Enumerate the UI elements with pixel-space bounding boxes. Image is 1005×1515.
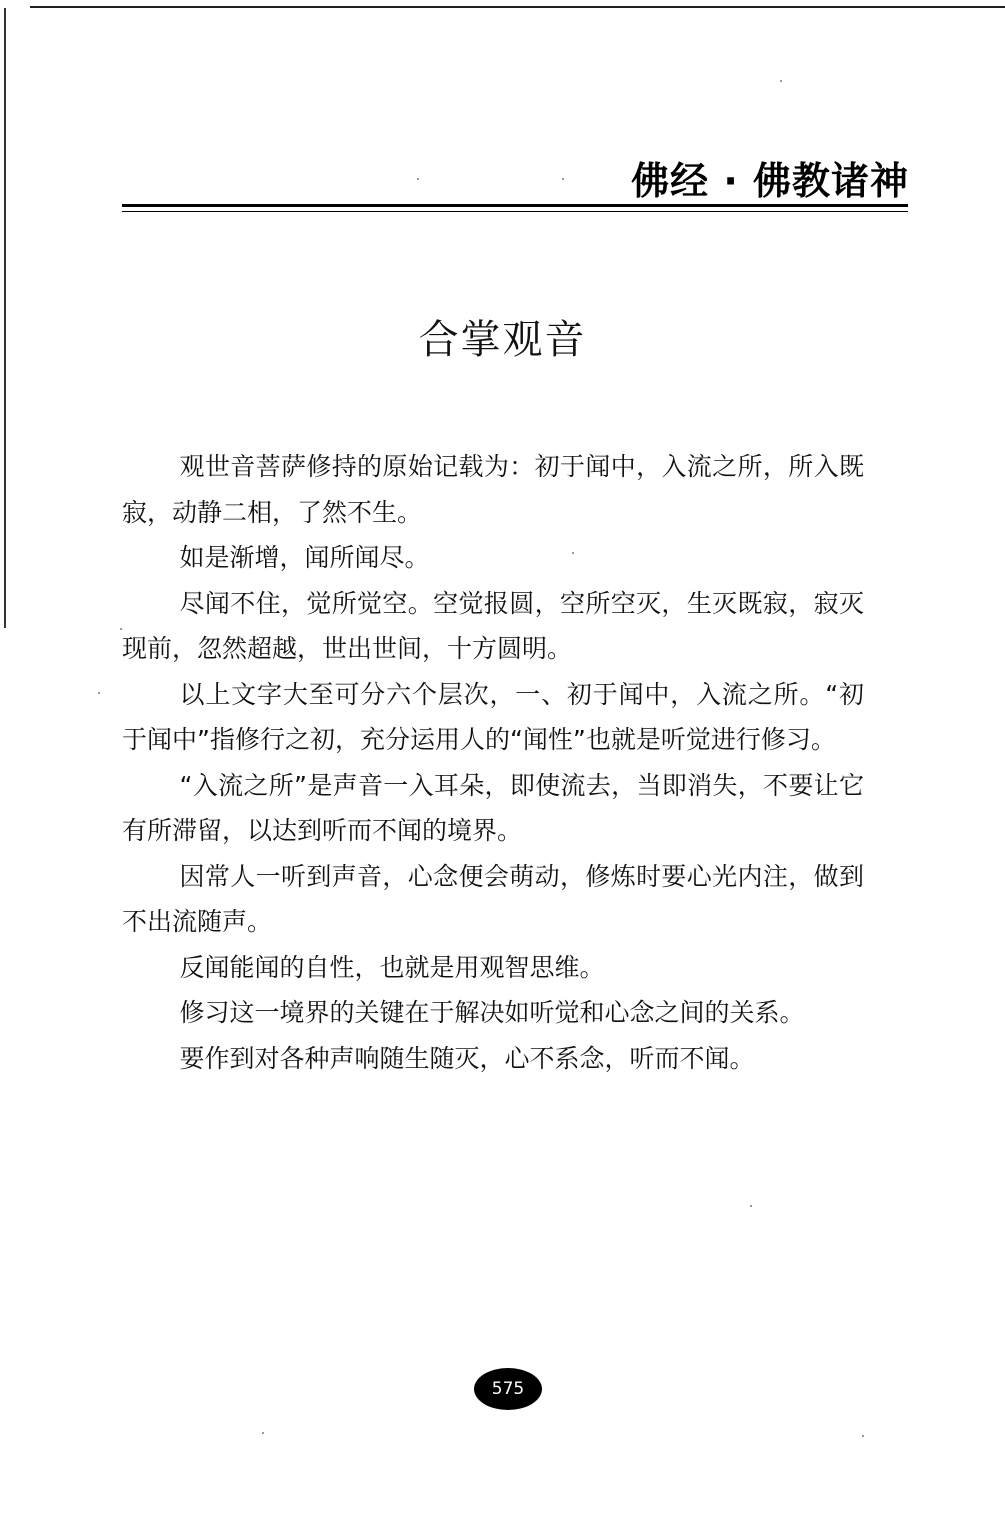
scan-speck: [862, 1435, 864, 1437]
page-number-badge: [474, 1368, 542, 1410]
page-number: 575: [491, 1379, 525, 1399]
scan-speck: [572, 552, 574, 554]
paragraph: 尽闻不住，觉所觉空。空觉报圆，空所空灭，生灭既寂，寂灭现前，忽然超越，世出世间，十方圆明。: [122, 588, 864, 663]
article-body: [122, 444, 864, 1081]
scan-speck: [120, 628, 122, 630]
article-title: 合掌观音: [418, 317, 587, 363]
scan-speck: [780, 80, 782, 82]
paragraph: “入流之所”是声音一入耳朵，即使流去，当即消失，不要让它有所滞留，以达到听而不闻的境界。: [122, 770, 864, 845]
scan-speck: [562, 178, 564, 180]
header-rule-thick: [122, 204, 908, 207]
paragraph: 因常人一听到声音，心念便会萌动，修炼时要心光内注，做到不出流随声。: [122, 861, 864, 936]
paragraph: 如是渐增，闻所闻尽。: [179, 543, 430, 572]
paragraph: 以上文字大至可分六个层次，一、初于闻中，入流之所。“初于闻中”指修行之初，充分运用人的“闻性”也就是听觉进行修习。: [122, 679, 864, 754]
paragraph: 修习这一境界的关键在于解决如听觉和心念之间的关系。: [179, 998, 805, 1027]
paragraph: 观世音菩萨修持的原始记载为：初于闻中，入流之所，所入既寂，动静二相，了然不生。: [122, 452, 864, 527]
scan-speck: [417, 178, 419, 180]
scan-speck: [262, 1432, 264, 1434]
running-header-title: 佛经 · 佛教诸神: [631, 159, 909, 203]
paragraph: 反闻能闻的自性，也就是用观智思维。: [179, 952, 605, 982]
scan-speck: [98, 692, 100, 694]
paragraph: 要作到对各种声响随生随灭，心不系念，听而不闻。: [179, 1043, 755, 1073]
scan-speck: [750, 1205, 752, 1207]
top-border-line: [30, 6, 1005, 8]
header-rule-thin: [122, 211, 908, 212]
